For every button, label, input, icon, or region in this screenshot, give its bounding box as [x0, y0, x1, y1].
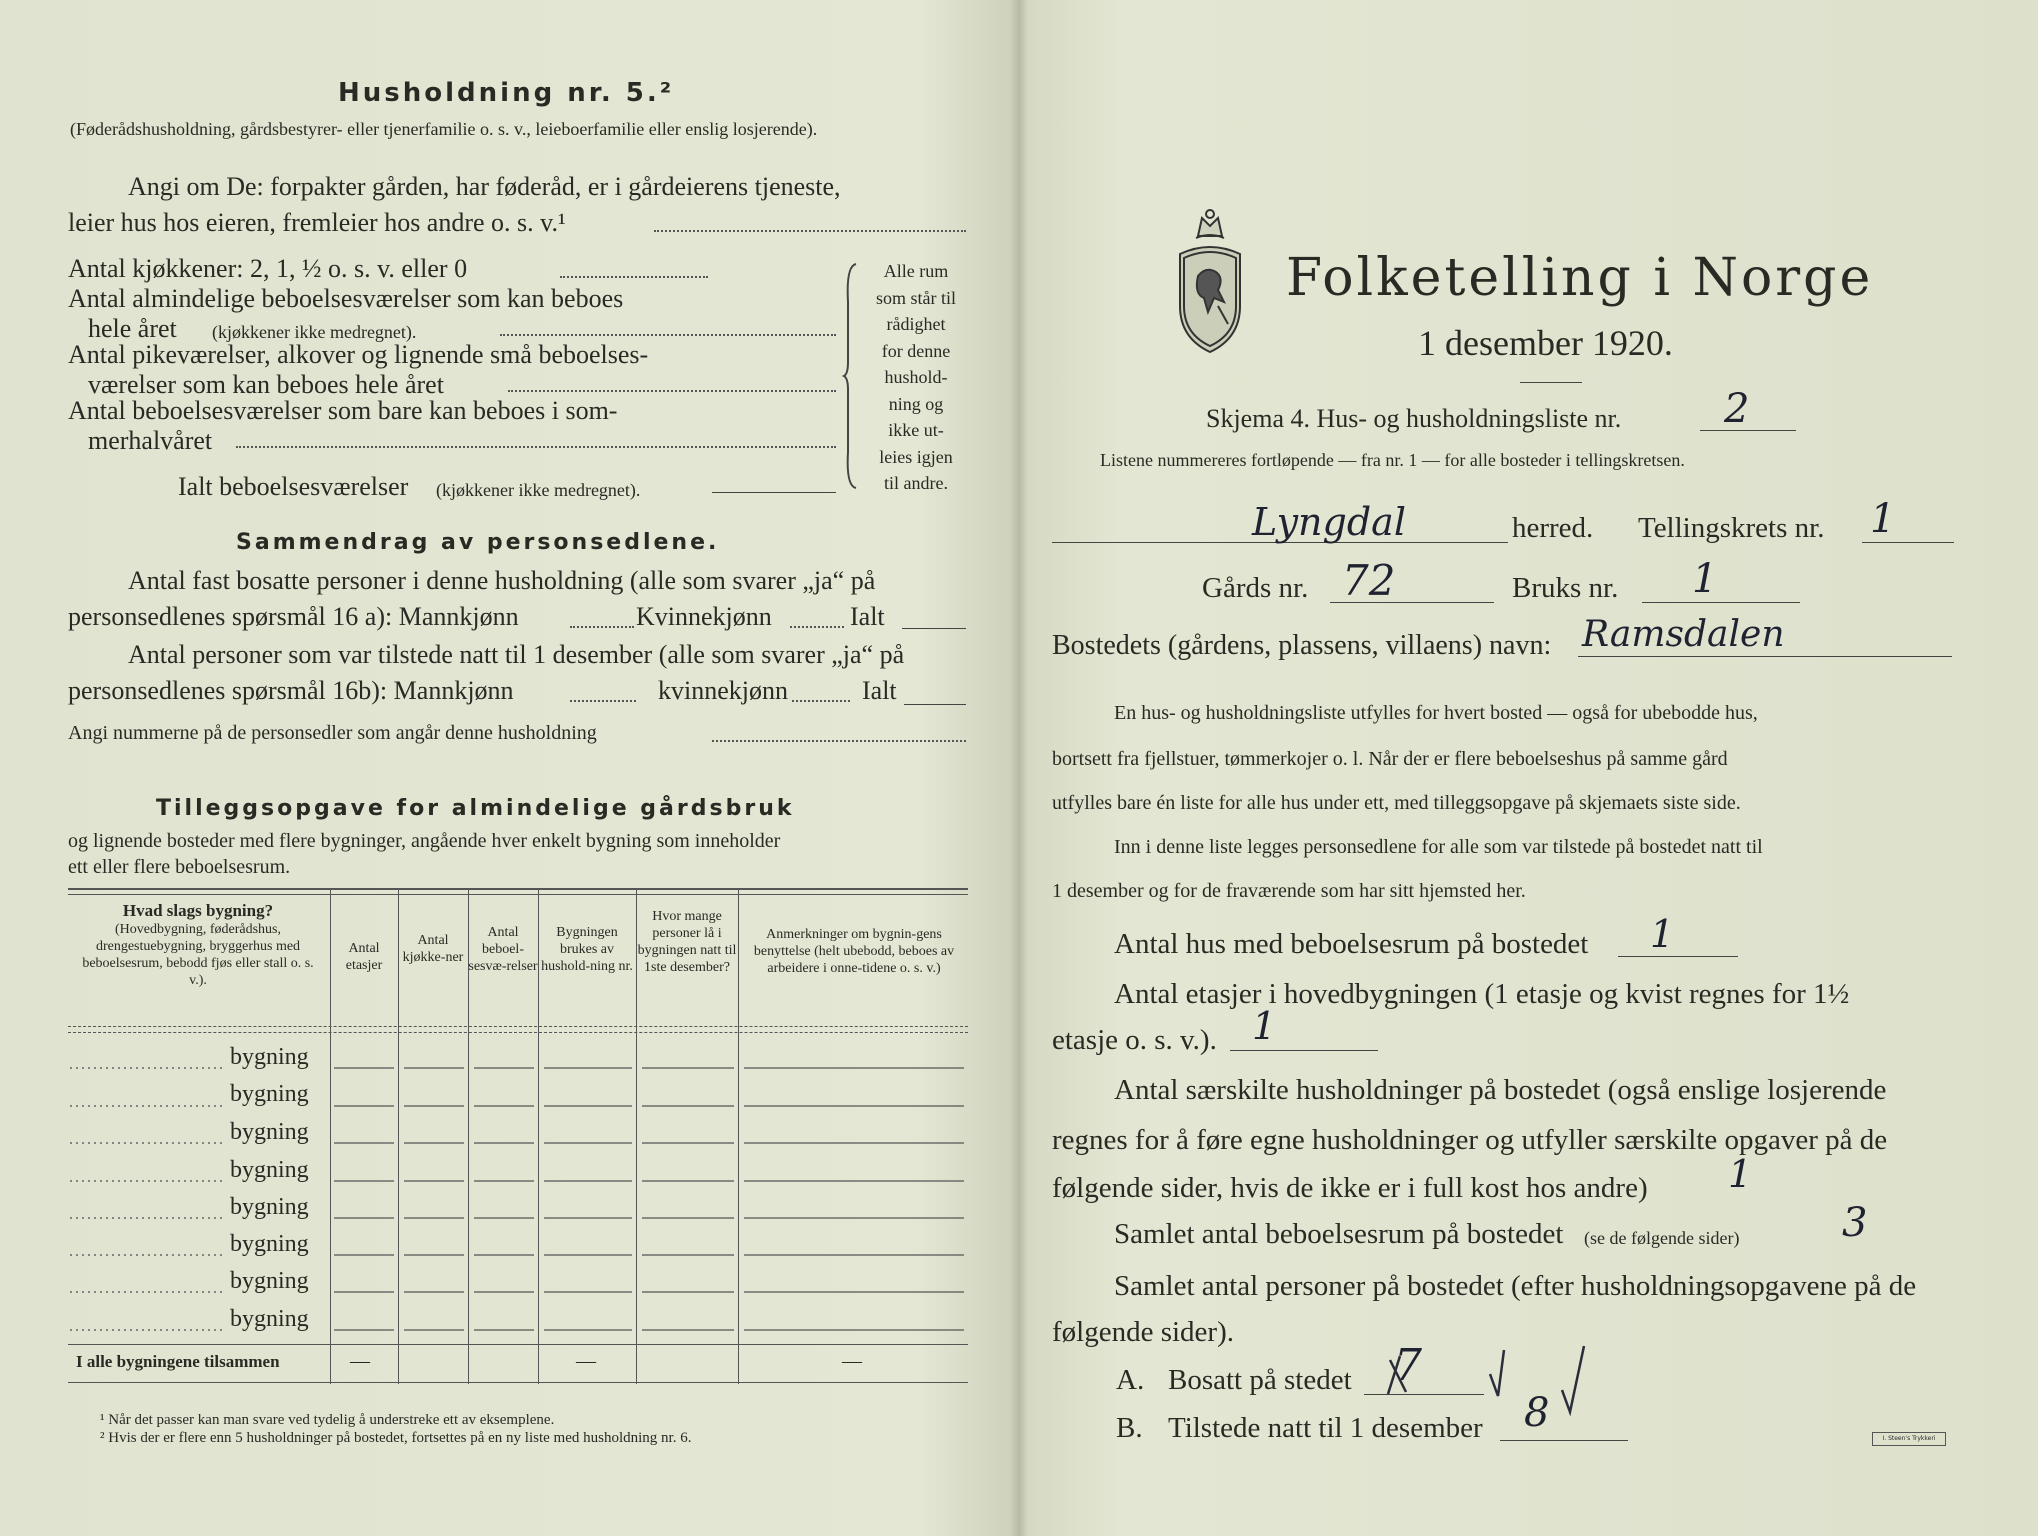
angi-nummerne: Angi nummerne på de personsedler som angår denne husholdning — [68, 722, 597, 744]
angi-nummerne-line — [712, 740, 966, 742]
col-head-personer: Hvor mange personer lå i bygningen natt til 1ste desember? — [637, 909, 737, 975]
bruks-value: 1 — [1692, 556, 1718, 602]
skjema-nr-value: 2 — [1724, 386, 1750, 432]
bosted-value: Ramsdalen — [1582, 614, 1785, 655]
b-label: B. — [1116, 1412, 1143, 1444]
total-dash-anmerkninger: — — [842, 1350, 862, 1372]
row-dotlines — [68, 1034, 968, 1344]
footnote-1: ¹ Når det passer kan man svare ved tydelig å understreke ett av eksemplene. — [100, 1412, 555, 1428]
household-subtitle: (Føderådshusholdning, gårdsbestyrer- eller tjenerfamilie o. s. v., leieboerfamilie eller enslig losjerende). — [70, 119, 818, 139]
summary-q1-kvinne: Kvinnekjønn — [636, 602, 772, 631]
coat-of-arms-icon — [1168, 206, 1252, 354]
q-rum-note: (se de følgende sider) — [1584, 1228, 1740, 1248]
a-label: A. — [1116, 1364, 1145, 1396]
page-fold — [1010, 0, 1028, 1536]
b-text: Tilstede natt til 1 desember — [1168, 1412, 1483, 1444]
summary-q1-ialt: Ialt — [850, 602, 885, 631]
q-etasjer-l2: etasje o. s. v.). — [1052, 1024, 1217, 1056]
ialt-note: (kjøkkener ikke medregnet). — [436, 480, 641, 500]
sum2-kvinne-line — [792, 700, 850, 702]
tillegg-line2: ett eller flere beboelsesrum. — [68, 856, 291, 878]
bruks-label: Bruks nr. — [1512, 572, 1619, 604]
summary-q1-l2: personsedlenes spørsmål 16 a): Mannkjønn — [68, 602, 519, 631]
q-hush-l1: Antal særskilte husholdninger på bostedet (også enslige losjerende — [1114, 1074, 1887, 1106]
table-row: bygning — [230, 1119, 309, 1145]
summary-title: Sammendrag av personsedlene. — [236, 530, 720, 555]
summary-q2-l1: Antal personer som var tilstede natt til 1 desember (alle som svarer „ja“ på — [128, 640, 905, 669]
gards-value: 72 — [1342, 556, 1396, 605]
table-row: bygning — [230, 1157, 309, 1183]
para1-line1: En hus- og husholdningsliste utfylles for hvert bosted — også for ubebodde hus, — [1114, 702, 1758, 724]
herred-value: Lyngdal — [1252, 500, 1406, 544]
q-rum: Samlet antal beboelsesrum på bostedet — [1114, 1218, 1564, 1250]
listene-note: Listene nummereres fortløpende — fra nr. 1 — for alle bosteder i tellingskretsen. — [1100, 450, 1685, 470]
alm-question-l2: hele året — [88, 314, 177, 343]
col-head-type: Hvad slags bygning? (Hovedbygning, føderådshus, drengestuebygning, bryggerhus med beboelsesrum, bebodd fjøs eller stall o. s. v.). — [82, 901, 314, 988]
q-hush-value: 1 — [1728, 1152, 1753, 1196]
tillegg-line1: og lignende bosteder med flere bygninger, angående hver enkelt bygning som inneholder — [68, 830, 781, 852]
q-pers-l2: følgende sider). — [1052, 1316, 1234, 1348]
title-rule — [1520, 382, 1582, 383]
summary-q2-kvinne: kvinnekjønn — [658, 676, 788, 705]
para2-line1: Inn i denne liste legges personsedlene for alle som var tilstede på bostedet natt til — [1114, 836, 1763, 858]
q-hus: Antal hus med beboelsesrum på bostedet — [1114, 928, 1589, 960]
para1-line2: bortsett fra fjellstuer, tømmerkojer o. l. Når der er flere beboelseshus på samme gård — [1052, 748, 1728, 770]
bosted-label: Bostedets (gårdens, plassens, villaens) navn: — [1052, 630, 1552, 661]
pike-answer-line — [508, 390, 836, 392]
sum1-ialt-line — [902, 628, 966, 629]
b-value: 8 — [1524, 1390, 1550, 1436]
krets-label: Tellingskrets nr. — [1638, 512, 1825, 544]
q-angi-line2: leier hus hos eieren, fremleier hos andre o. s. v.¹ — [68, 208, 566, 237]
herred-label: herred. — [1512, 512, 1594, 544]
building-table — [68, 888, 968, 1384]
sum2-ialt-line — [904, 704, 966, 705]
table-row: bygning — [230, 1194, 309, 1220]
krets-line — [1862, 542, 1954, 543]
census-date: 1 desember 1920. — [1418, 323, 1673, 363]
table-row: bygning — [230, 1081, 309, 1107]
para1-line3: utfylles bare én liste for alle hus under ett, med tilleggsopgave på skjemaets siste side. — [1052, 792, 1741, 814]
q-etasjer-line — [1230, 1050, 1378, 1051]
q-angi-line1: Angi om De: forpakter gården, har føderåd, er i gårdeierens tjeneste, — [128, 172, 841, 201]
a-text: Bosatt på stedet — [1168, 1364, 1352, 1396]
b-line — [1500, 1440, 1628, 1441]
ialt-answer-line — [712, 492, 836, 493]
kjokken-answer-line — [560, 276, 708, 278]
q-hus-value: 1 — [1650, 912, 1675, 956]
footnote-2: ² Hvis der er flere enn 5 husholdninger på bostedet, fortsettes på en ny liste med husholdning nr. 6. — [100, 1430, 692, 1446]
q-pers-l1: Samlet antal personer på bostedet (efter husholdningsopgavene på de — [1114, 1270, 1917, 1302]
alm-question-note: (kjøkkener ikke medregnet). — [212, 322, 417, 342]
kjokken-question: Antal kjøkkener: 2, 1, ½ o. s. v. eller 0 — [68, 254, 468, 283]
col-head-etasjer: Antal etasjer — [345, 941, 383, 973]
pike-question-l1: Antal pikeværelser, alkover og lignende små beboelses- — [68, 340, 649, 369]
total-dash-husholdning: — — [576, 1350, 596, 1372]
table-row: bygning — [230, 1231, 309, 1257]
para2-line2: 1 desember og for de fraværende som har sitt hjemsted her. — [1052, 880, 1526, 902]
q-hus-line — [1618, 956, 1738, 957]
sum1-kvinne-line — [790, 626, 844, 628]
q-hush-l2: regnes for å føre egne husholdninger og utfyller særskilte opgaver på de — [1052, 1124, 1888, 1156]
col-head-beboelse: Antal beboel-sesvæ-relser — [468, 925, 538, 974]
col-head-husholdning: Bygningen brukes av hushold-ning nr. — [541, 925, 633, 974]
brace-note: Alle rum som står til rådighet for denne hushold- ning og ikke ut- leies igjen til andre. — [876, 261, 956, 493]
tillegg-title: Tilleggsopgave for almindelige gårdsbruk — [156, 796, 795, 821]
gards-label: Gårds nr. — [1202, 572, 1309, 604]
summary-q2-ialt: Ialt — [862, 676, 897, 705]
table-row: bygning — [230, 1268, 309, 1294]
a-value: 7 — [1394, 1340, 1422, 1391]
bosted-line — [1578, 656, 1952, 657]
pike-question-l2: værelser som kan beboes hele året — [88, 370, 444, 399]
sommer-answer-line — [236, 446, 836, 448]
ialt-question: Ialt beboelsesværelser — [178, 472, 409, 501]
household-title: Husholdning nr. 5.² — [338, 78, 675, 108]
sommer-question-l2: merhalvåret — [88, 426, 213, 455]
krets-value: 1 — [1870, 496, 1896, 542]
census-title: Folketelling i Norge — [1286, 248, 1874, 308]
q-etasjer-value: 1 — [1252, 1004, 1277, 1048]
summary-q2-l2: personsedlenes spørsmål 16b): Mannkjønn — [68, 676, 514, 705]
printer-stamp: I. Steen's Trykkeri — [1872, 1432, 1946, 1446]
alm-answer-line — [500, 334, 836, 336]
q-etasjer-l1: Antal etasjer i hovedbygningen (1 etasje og kvist regnes for 1½ — [1114, 978, 1850, 1010]
col-head-anmerkninger: Anmerkninger om bygnin-gens benyttelse (helt ubebodd, beboes av arbeidere i onne-tidene o. s. v.) — [753, 927, 955, 976]
brace — [842, 262, 860, 490]
skjema-label: Skjema 4. Hus- og husholdningsliste nr. — [1206, 404, 1622, 433]
sum2-mann-line — [570, 700, 636, 702]
col-head-kjokken: Antal kjøkke-ner — [402, 933, 464, 965]
summary-q1-l1: Antal fast bosatte personer i denne husholdning (alle som svarer „ja“ på — [128, 566, 876, 595]
table-row: bygning — [230, 1044, 309, 1070]
q-rum-value: 3 — [1842, 1200, 1868, 1246]
sommer-question-l1: Antal beboelsesværelser som bare kan beboes i som- — [68, 396, 618, 425]
total-dash-etasjer: — — [350, 1350, 370, 1372]
total-row-label: I alle bygningene tilsammen — [76, 1352, 280, 1371]
q-hush-l3: følgende sider, hvis de ikke er i full kost hos andre) — [1052, 1172, 1648, 1204]
alm-question-l1: Antal almindelige beboelsesværelser som kan beboes — [68, 284, 624, 313]
sum1-mann-line — [570, 626, 634, 628]
angi-answer-line — [654, 230, 966, 232]
table-row: bygning — [230, 1306, 309, 1332]
bruks-line — [1642, 602, 1800, 603]
